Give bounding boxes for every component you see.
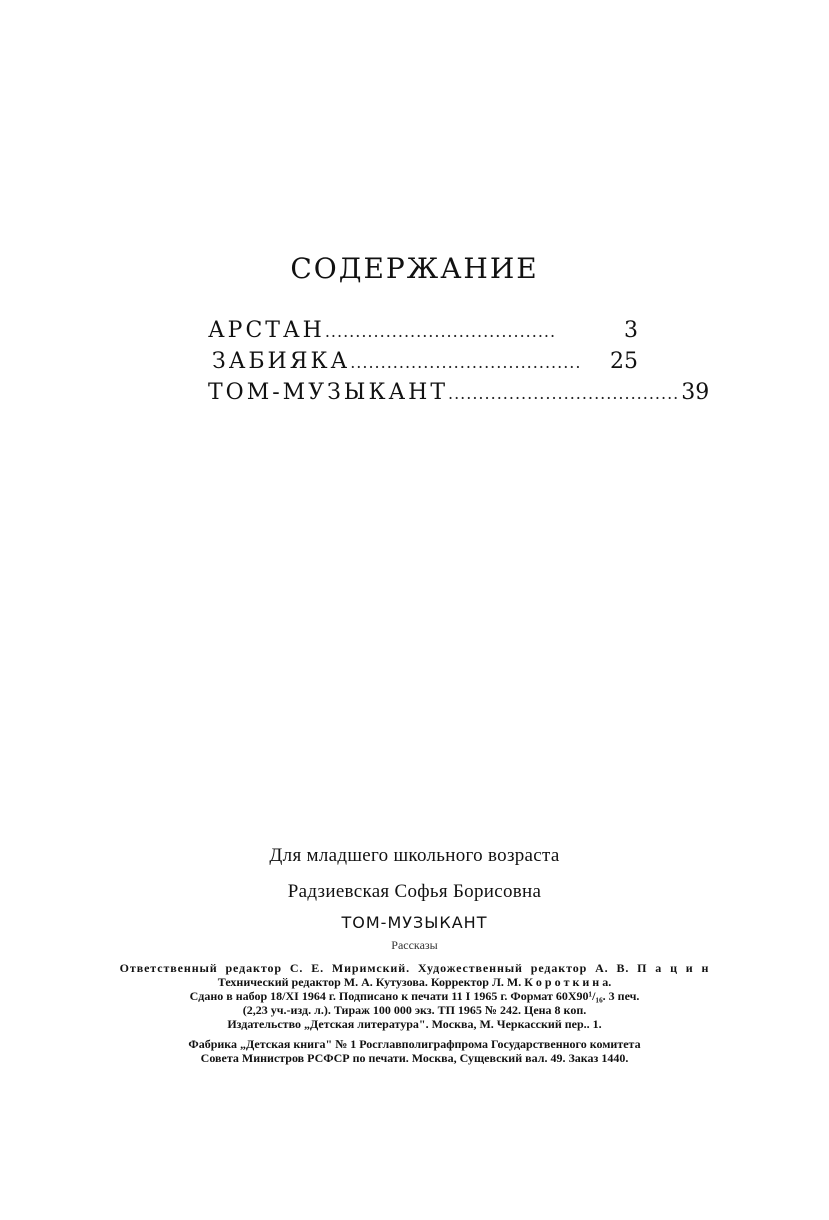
contents-item-page: 25 bbox=[610, 349, 638, 374]
colophon bbox=[0, 845, 829, 1065]
contents-item-tom-muzykant bbox=[208, 380, 710, 411]
imprint-block bbox=[0, 961, 829, 1031]
printer-block bbox=[0, 1037, 829, 1065]
imprint-line: Сдано в набор 18/XI 1964 г. Подписано к печати 11 I 1965 г. Формат 60X90¹/₁₆. 3 печ. bbox=[189, 989, 640, 1003]
contents-item-label: АРСТАН bbox=[208, 318, 325, 343]
contents-title: СОДЕРЖАНИЕ bbox=[290, 252, 539, 285]
printer-line: Фабрика „Детская книга" № 1 Росглавполиграфпрома Государственного комитета bbox=[188, 1037, 641, 1051]
imprint-line: Издательство „Детская литература". Москва, М. Черкасский пер.. 1. bbox=[227, 1017, 602, 1031]
imprint-line: Ответственный редактор С. Е. Миримский. Художественный редактор А. В. П а ц и н bbox=[119, 961, 710, 975]
contents-item-label: ТОМ-МУЗЫКАНТ bbox=[208, 380, 448, 405]
contents-item-page: 3 bbox=[624, 318, 638, 343]
contents-item-zabiyaka bbox=[208, 349, 638, 380]
book-title: ТОМ-МУЗЫКАНТ bbox=[341, 913, 488, 932]
imprint-line: Технический редактор М. А. Кутузова. Корректор Л. М. К о р о т к и н а. bbox=[217, 975, 612, 989]
dot-leader: ...................................... bbox=[448, 384, 680, 403]
contents-item-label: ЗАБИЯКА bbox=[212, 349, 351, 374]
imprint-line: (2,23 уч.-изд. л.). Тираж 100 000 экз. ТП 1965 № 242. Цена 8 коп. bbox=[242, 1003, 587, 1017]
dot-leader: ...................................... bbox=[324, 322, 557, 341]
contents-list bbox=[208, 318, 710, 411]
contents-item-page: 39 bbox=[681, 380, 710, 405]
dot-leader: ...................................... bbox=[350, 353, 582, 372]
author-name: Радзиевская Софья Борисовна bbox=[287, 881, 542, 902]
printer-line: Совета Министров РСФСР по печати. Москва, Сущевский вал. 49. Заказ 1440. bbox=[200, 1051, 629, 1065]
genre: Рассказы bbox=[391, 938, 438, 952]
age-group: Для младшего школьного возраста bbox=[269, 845, 560, 866]
contents-item-arstan bbox=[208, 318, 638, 349]
